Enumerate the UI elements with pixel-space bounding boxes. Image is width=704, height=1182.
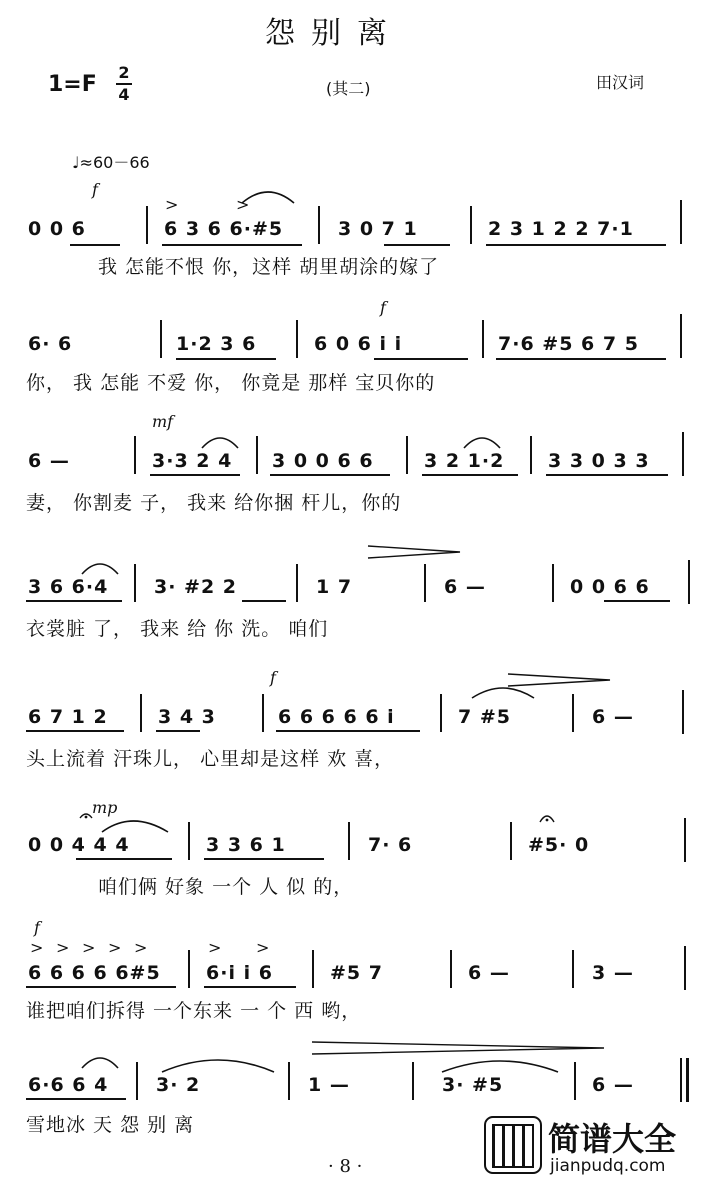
barline xyxy=(482,320,484,358)
measure-notes: 3 0 7 1 xyxy=(338,218,418,240)
barline xyxy=(312,950,314,988)
beam xyxy=(374,358,468,360)
time-signature xyxy=(116,64,132,104)
measure-notes: 0 0 6 xyxy=(28,218,86,240)
slur xyxy=(200,432,240,450)
lyricist: 田汉词 xyxy=(596,73,645,92)
barline xyxy=(406,436,408,474)
measure-notes: 6 — xyxy=(444,576,486,598)
beam xyxy=(486,244,666,246)
watermark xyxy=(478,1112,704,1182)
final-barline xyxy=(680,1058,682,1102)
lyric-line: 衣裳脏 了， 我来 给 你 洗。 咱们 xyxy=(26,618,329,640)
beam xyxy=(26,730,124,732)
barline xyxy=(530,436,532,474)
fermata-icon xyxy=(538,810,556,824)
beam xyxy=(242,600,286,602)
measure-notes: 3·3 2 4 xyxy=(152,450,233,472)
measure-notes: 3 0 0 6 6 xyxy=(272,450,374,472)
barline xyxy=(160,320,162,358)
accent-mark: > xyxy=(236,195,250,214)
accent-mark: > xyxy=(82,938,96,957)
barline xyxy=(450,950,452,988)
time-signature-top: 2 xyxy=(118,63,130,82)
measure-notes: 3 2 1·2 xyxy=(424,450,505,472)
final-barline xyxy=(686,1058,689,1102)
measure-notes: 2 3 1 2 2 7·1 xyxy=(488,218,634,240)
measure-notes: 6 6 6 6 6 i xyxy=(278,706,395,728)
watermark-url: jianpudq.com xyxy=(550,1156,666,1176)
measure-notes: 6 — xyxy=(28,450,70,472)
measure-notes: 3· #2 2 xyxy=(154,576,238,598)
lyric-line: 雪地冰 天 怨 别 离 xyxy=(26,1114,195,1136)
slur xyxy=(80,1052,120,1070)
barline xyxy=(288,1062,290,1100)
barline xyxy=(680,200,682,244)
fermata-and-slur xyxy=(78,808,178,834)
beam xyxy=(150,474,240,476)
beam xyxy=(70,244,120,246)
barline xyxy=(140,694,142,732)
barline xyxy=(146,206,148,244)
beam xyxy=(176,358,276,360)
barline xyxy=(134,436,136,474)
barline xyxy=(318,206,320,244)
accent-mark: > xyxy=(30,938,44,957)
beam xyxy=(26,600,122,602)
measure-notes: 6 — xyxy=(592,1074,634,1096)
measure-notes: 6·i i 6 xyxy=(206,962,273,984)
measure-notes: 0 0 4 4 4 xyxy=(28,834,130,856)
lyric-line: 你， 我 怎能 不爱 你， 你竟是 那样 宝贝你的 xyxy=(26,372,436,394)
barline xyxy=(296,320,298,358)
barline xyxy=(440,694,442,732)
measure-notes: #5 7 xyxy=(330,962,383,984)
beam xyxy=(546,474,668,476)
measure-notes: 0 0 6 6 xyxy=(570,576,650,598)
piano-keys-icon xyxy=(484,1116,542,1174)
measure-notes: 1·2 3 6 xyxy=(176,333,257,355)
measure-notes: 1 7 xyxy=(316,576,353,598)
measure-notes: 7 #5 xyxy=(458,706,511,728)
page-number: · 8 · xyxy=(328,1156,363,1177)
lyric-line: 谁把咱们拆得 一个东来 一 个 西 哟， xyxy=(26,1000,362,1022)
barline xyxy=(188,822,190,860)
lyric-line: 咱们俩 好象 一个 人 似 的， xyxy=(98,876,354,898)
measure-notes: 6 3 6 6·#5 xyxy=(164,218,284,240)
dynamic-marking: f xyxy=(380,298,386,317)
beam xyxy=(384,244,450,246)
decrescendo-hairpin xyxy=(366,544,462,560)
barline xyxy=(574,1062,576,1100)
measure-notes: 6 0 6 i i xyxy=(314,333,403,355)
dynamic-marking: f xyxy=(270,668,276,687)
lyric-line: 头上流着 汗珠儿， 心里却是这样 欢 喜， xyxy=(26,748,395,770)
slur xyxy=(462,432,502,450)
barline xyxy=(424,564,426,602)
watermark-name: 简谱大全 xyxy=(548,1120,677,1158)
beam xyxy=(204,986,296,988)
barline xyxy=(552,564,554,602)
barline xyxy=(348,822,350,860)
time-signature-bottom: 4 xyxy=(118,85,130,104)
lyric-line: 妻， 你割麦 子， 我来 给你捆 杆儿，你的 xyxy=(26,492,402,514)
measure-notes: 3 4 3 xyxy=(158,706,216,728)
accent-mark: > xyxy=(165,195,179,214)
barline xyxy=(188,950,190,988)
barline xyxy=(470,206,472,244)
beam xyxy=(422,474,518,476)
accent-mark: > xyxy=(256,938,270,957)
barline xyxy=(262,694,264,732)
barline xyxy=(136,1062,138,1100)
beam xyxy=(270,474,390,476)
beam xyxy=(604,600,670,602)
beam xyxy=(26,986,176,988)
barline xyxy=(680,314,682,358)
measure-notes: 1 — xyxy=(308,1074,350,1096)
dynamic-marking: f xyxy=(34,918,40,937)
beam xyxy=(204,858,324,860)
slur xyxy=(80,558,120,576)
song-title: 怨别离 xyxy=(265,16,403,51)
measure-notes: 6·6 6 4 xyxy=(28,1074,109,1096)
dynamic-marking: f xyxy=(92,180,98,199)
barline xyxy=(684,946,686,990)
barline xyxy=(134,564,136,602)
beam xyxy=(496,358,666,360)
measure-notes: 3 3 6 1 xyxy=(206,834,286,856)
measure-notes: 3 6 6·4 xyxy=(28,576,109,598)
key-signature: 1=F xyxy=(48,72,97,97)
slur xyxy=(470,682,536,700)
measure-notes: 3 3 0 3 3 xyxy=(548,450,650,472)
dynamic-marking: mf xyxy=(152,412,174,431)
accent-mark: > xyxy=(134,938,148,957)
barline xyxy=(572,694,574,732)
barline xyxy=(688,560,690,604)
measure-notes: 6 6 6 6 6#5 xyxy=(28,962,161,984)
beam xyxy=(162,244,302,246)
accent-mark: > xyxy=(108,938,122,957)
measure-notes: 6· 6 xyxy=(28,333,73,355)
accent-mark: > xyxy=(56,938,70,957)
measure-notes: 3· 2 xyxy=(156,1074,201,1096)
slur xyxy=(440,1054,560,1074)
measure-notes: 3 — xyxy=(592,962,634,984)
slur xyxy=(240,185,296,205)
tempo-marking: ♩≈60－66 xyxy=(72,153,150,172)
measure-notes: #5· 0 xyxy=(528,834,590,856)
beam xyxy=(26,1098,126,1100)
measure-notes: 7·6 #5 6 7 5 xyxy=(498,333,639,355)
measure-notes: 6 7 1 2 xyxy=(28,706,108,728)
barline xyxy=(256,436,258,474)
slur xyxy=(160,1052,276,1074)
measure-notes: 6 — xyxy=(468,962,510,984)
lyric-line: 我 怎能不恨 你，这样 胡里胡涂的嫁了 xyxy=(98,256,440,278)
barline xyxy=(682,690,684,734)
measure-notes: 3· #5 xyxy=(442,1074,504,1096)
accent-mark: > xyxy=(208,938,222,957)
barline xyxy=(510,822,512,860)
beam xyxy=(276,730,420,732)
barline xyxy=(296,564,298,602)
measure-notes: 7· 6 xyxy=(368,834,413,856)
beam xyxy=(76,858,172,860)
barline xyxy=(572,950,574,988)
beam xyxy=(156,730,200,732)
barline xyxy=(412,1062,414,1100)
subtitle: (其二) xyxy=(326,79,371,98)
barline xyxy=(682,432,684,476)
dynamic-marking: mp xyxy=(92,798,118,817)
measure-notes: 6 — xyxy=(592,706,634,728)
barline xyxy=(684,818,686,862)
